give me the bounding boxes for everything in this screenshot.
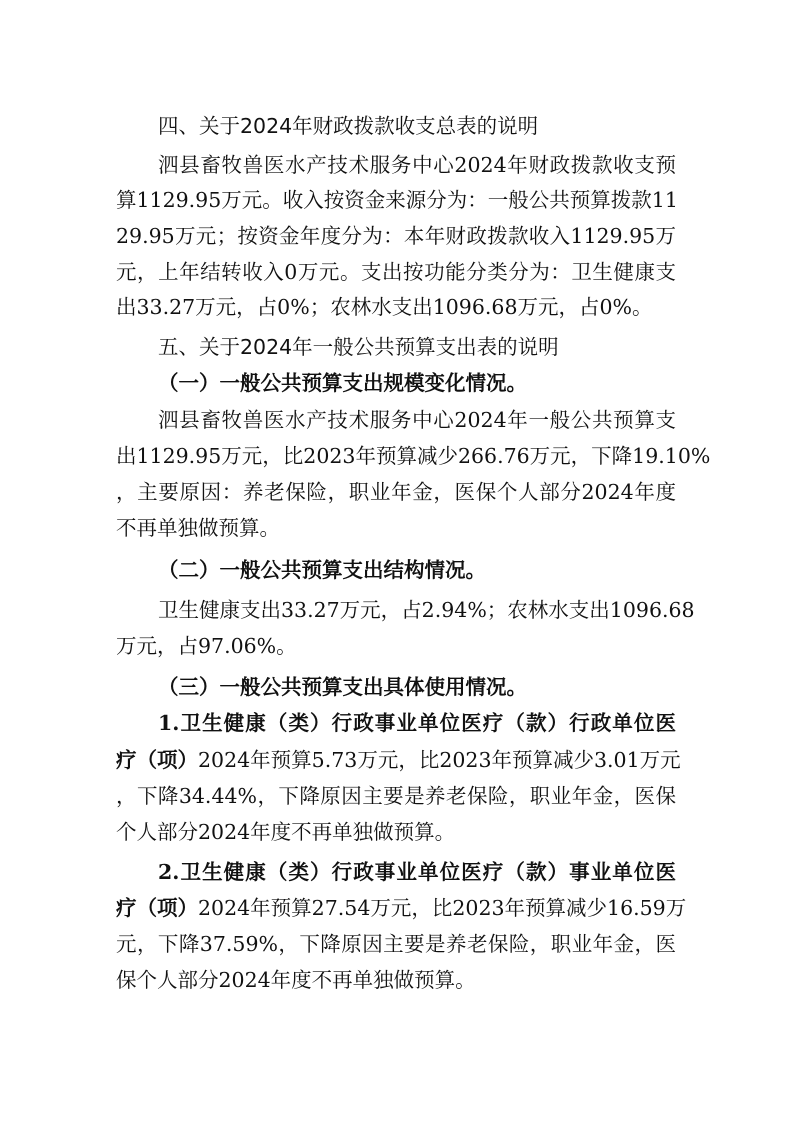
- item2-line-3: 元，下降37.59%，下降原因主要是养老保险，职业年金，医: [116, 932, 676, 956]
- sub1-heading: （一）一般公共预算支出规模变化情况。: [158, 371, 527, 395]
- item2-bold-line: 2.卫生健康（类）行政事业单位医疗（款）事业单位医: [158, 860, 676, 884]
- item1-line-4: 个人部分2024年度不再单独做预算。: [116, 820, 456, 844]
- sub1-line-3: ，主要原因：养老保险，职业年金，医保个人部分2024年度: [116, 480, 676, 504]
- item2-line-2: [116, 893, 687, 923]
- item1-line-3: ，下降34.44%，下降原因主要是养老保险，职业年金，医保: [116, 784, 676, 808]
- sub2-line-1: 卫生健康支出33.27万元，占2.94%；农林水支出1096.68: [158, 598, 695, 622]
- sub1-line-1: 泗县畜牧兽医水产技术服务中心2024年一般公共预算支: [158, 408, 676, 432]
- s4-line-2: 算1129.95万元。收入按资金来源分为：一般公共预算拨款11: [116, 188, 678, 212]
- sub3-heading: （三）一般公共预算支出具体使用情况。: [158, 675, 527, 699]
- item2-line-2-text: 2024年预算27.54万元，比2023年预算减少16.59万: [198, 896, 687, 920]
- item2-line-4: 保个人部分2024年度不再单独做预算。: [116, 968, 476, 992]
- section-4-heading: 四、关于2024年财政拨款收支总表的说明: [158, 114, 539, 138]
- item1-bold-line: 1.卫生健康（类）行政事业单位医疗（款）行政单位医: [158, 711, 676, 735]
- s4-line-4: 元，上年结转收入0万元。支出按功能分类分为：卫生健康支: [116, 260, 676, 284]
- item1-line-2-text: 2024年预算5.73万元，比2023年预算减少3.01万元: [198, 748, 681, 772]
- sub2-line-2: 万元，占97.06%。: [116, 634, 297, 658]
- sub2-heading: （二）一般公共预算支出结构情况。: [158, 558, 486, 582]
- item1-line-2: [116, 745, 681, 775]
- s4-line-1: 泗县畜牧兽医水产技术服务中心2024年财政拨款收支预: [158, 153, 676, 177]
- sub1-line-4: 不再单独做预算。: [116, 516, 280, 540]
- item1-bold-suffix: 疗（项）: [116, 748, 198, 772]
- section-5-heading: 五、关于2024年一般公共预算支出表的说明: [158, 335, 559, 359]
- s4-line-3: 29.95万元；按资金年度分为：本年财政拨款收入1129.95万: [116, 224, 676, 248]
- item2-bold-suffix: 疗（项）: [116, 896, 198, 920]
- s4-line-5: 出33.27万元，占0%；农林水支出1096.68万元，占0%。: [116, 295, 653, 319]
- sub1-line-2: 出1129.95万元，比2023年预算减少266.76万元，下降19.10%: [116, 444, 711, 468]
